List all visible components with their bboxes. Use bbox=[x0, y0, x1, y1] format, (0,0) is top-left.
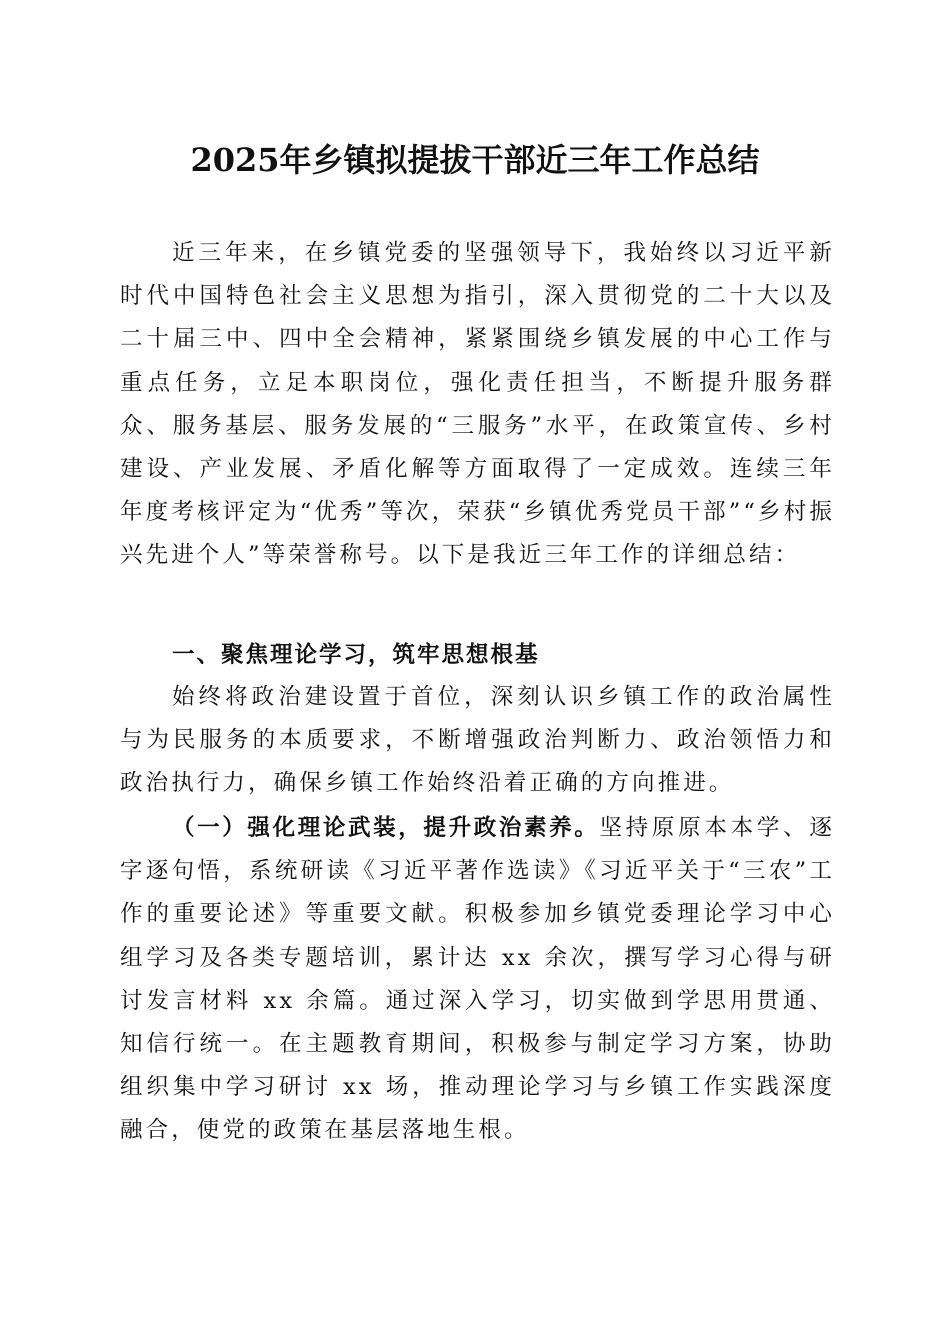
subsection-1-lead: （一）强化理论武装，提升政治素养。 bbox=[172, 815, 600, 841]
section-1-intro-paragraph: 始终将政治建设置于首位，深刻认识乡镇工作的政治属性与为民服务的本质要求，不断增强政治判断力、政治领悟力和政治执行力，确保乡镇工作始终沿着正确的方向推进。 bbox=[120, 684, 835, 797]
intro-paragraph: 近三年来，在乡镇党委的坚强领导下，我始终以习近平新时代中国特色社会主义思想为指引，深入贯彻党的二十大以及二十届三中、四中全会精神，紧紧围绕乡镇发展的中心工作与重点任务，立足本职岗位，强化责任担当，不断提升服务群众、服务基层、服务发展的“三服务”水平，在政策宣传、乡村建设、产业发展、矛盾化解等方面取得了一定成效。连续三年年度考核评定为“优秀”等次，荣获“乡镇优秀党员干部”“乡村振兴先进个人”等荣誉称号。以下是我近三年工作的详细总结： bbox=[120, 240, 835, 569]
subsection-1-body: 坚持原原本本学、逐字逐句悟，系统研读《习近平著作选读》《习近平关于“三农”工作的重要论述》等重要文献。积极参加乡镇党委理论学习中心组学习及各类专题培训，累计达 xx 余次，撰写学习心得与研讨发言材料 xx 余篇。通过深入学习，切实做到学思用贯通、知信行统一。在主题教育期间，积极参与制定学习方案，协助组织集中学习研讨 xx 场，推动理论学习与乡镇工作实践深度融合，使党的政策在基层落地生根。 bbox=[120, 815, 835, 1144]
section-heading-1: 一、聚焦理论学习，筑牢思想根基 bbox=[172, 642, 540, 668]
subsection-1-paragraph bbox=[120, 807, 835, 1153]
document-title: 2025年乡镇拟提拔干部近三年工作总结 bbox=[190, 141, 760, 179]
